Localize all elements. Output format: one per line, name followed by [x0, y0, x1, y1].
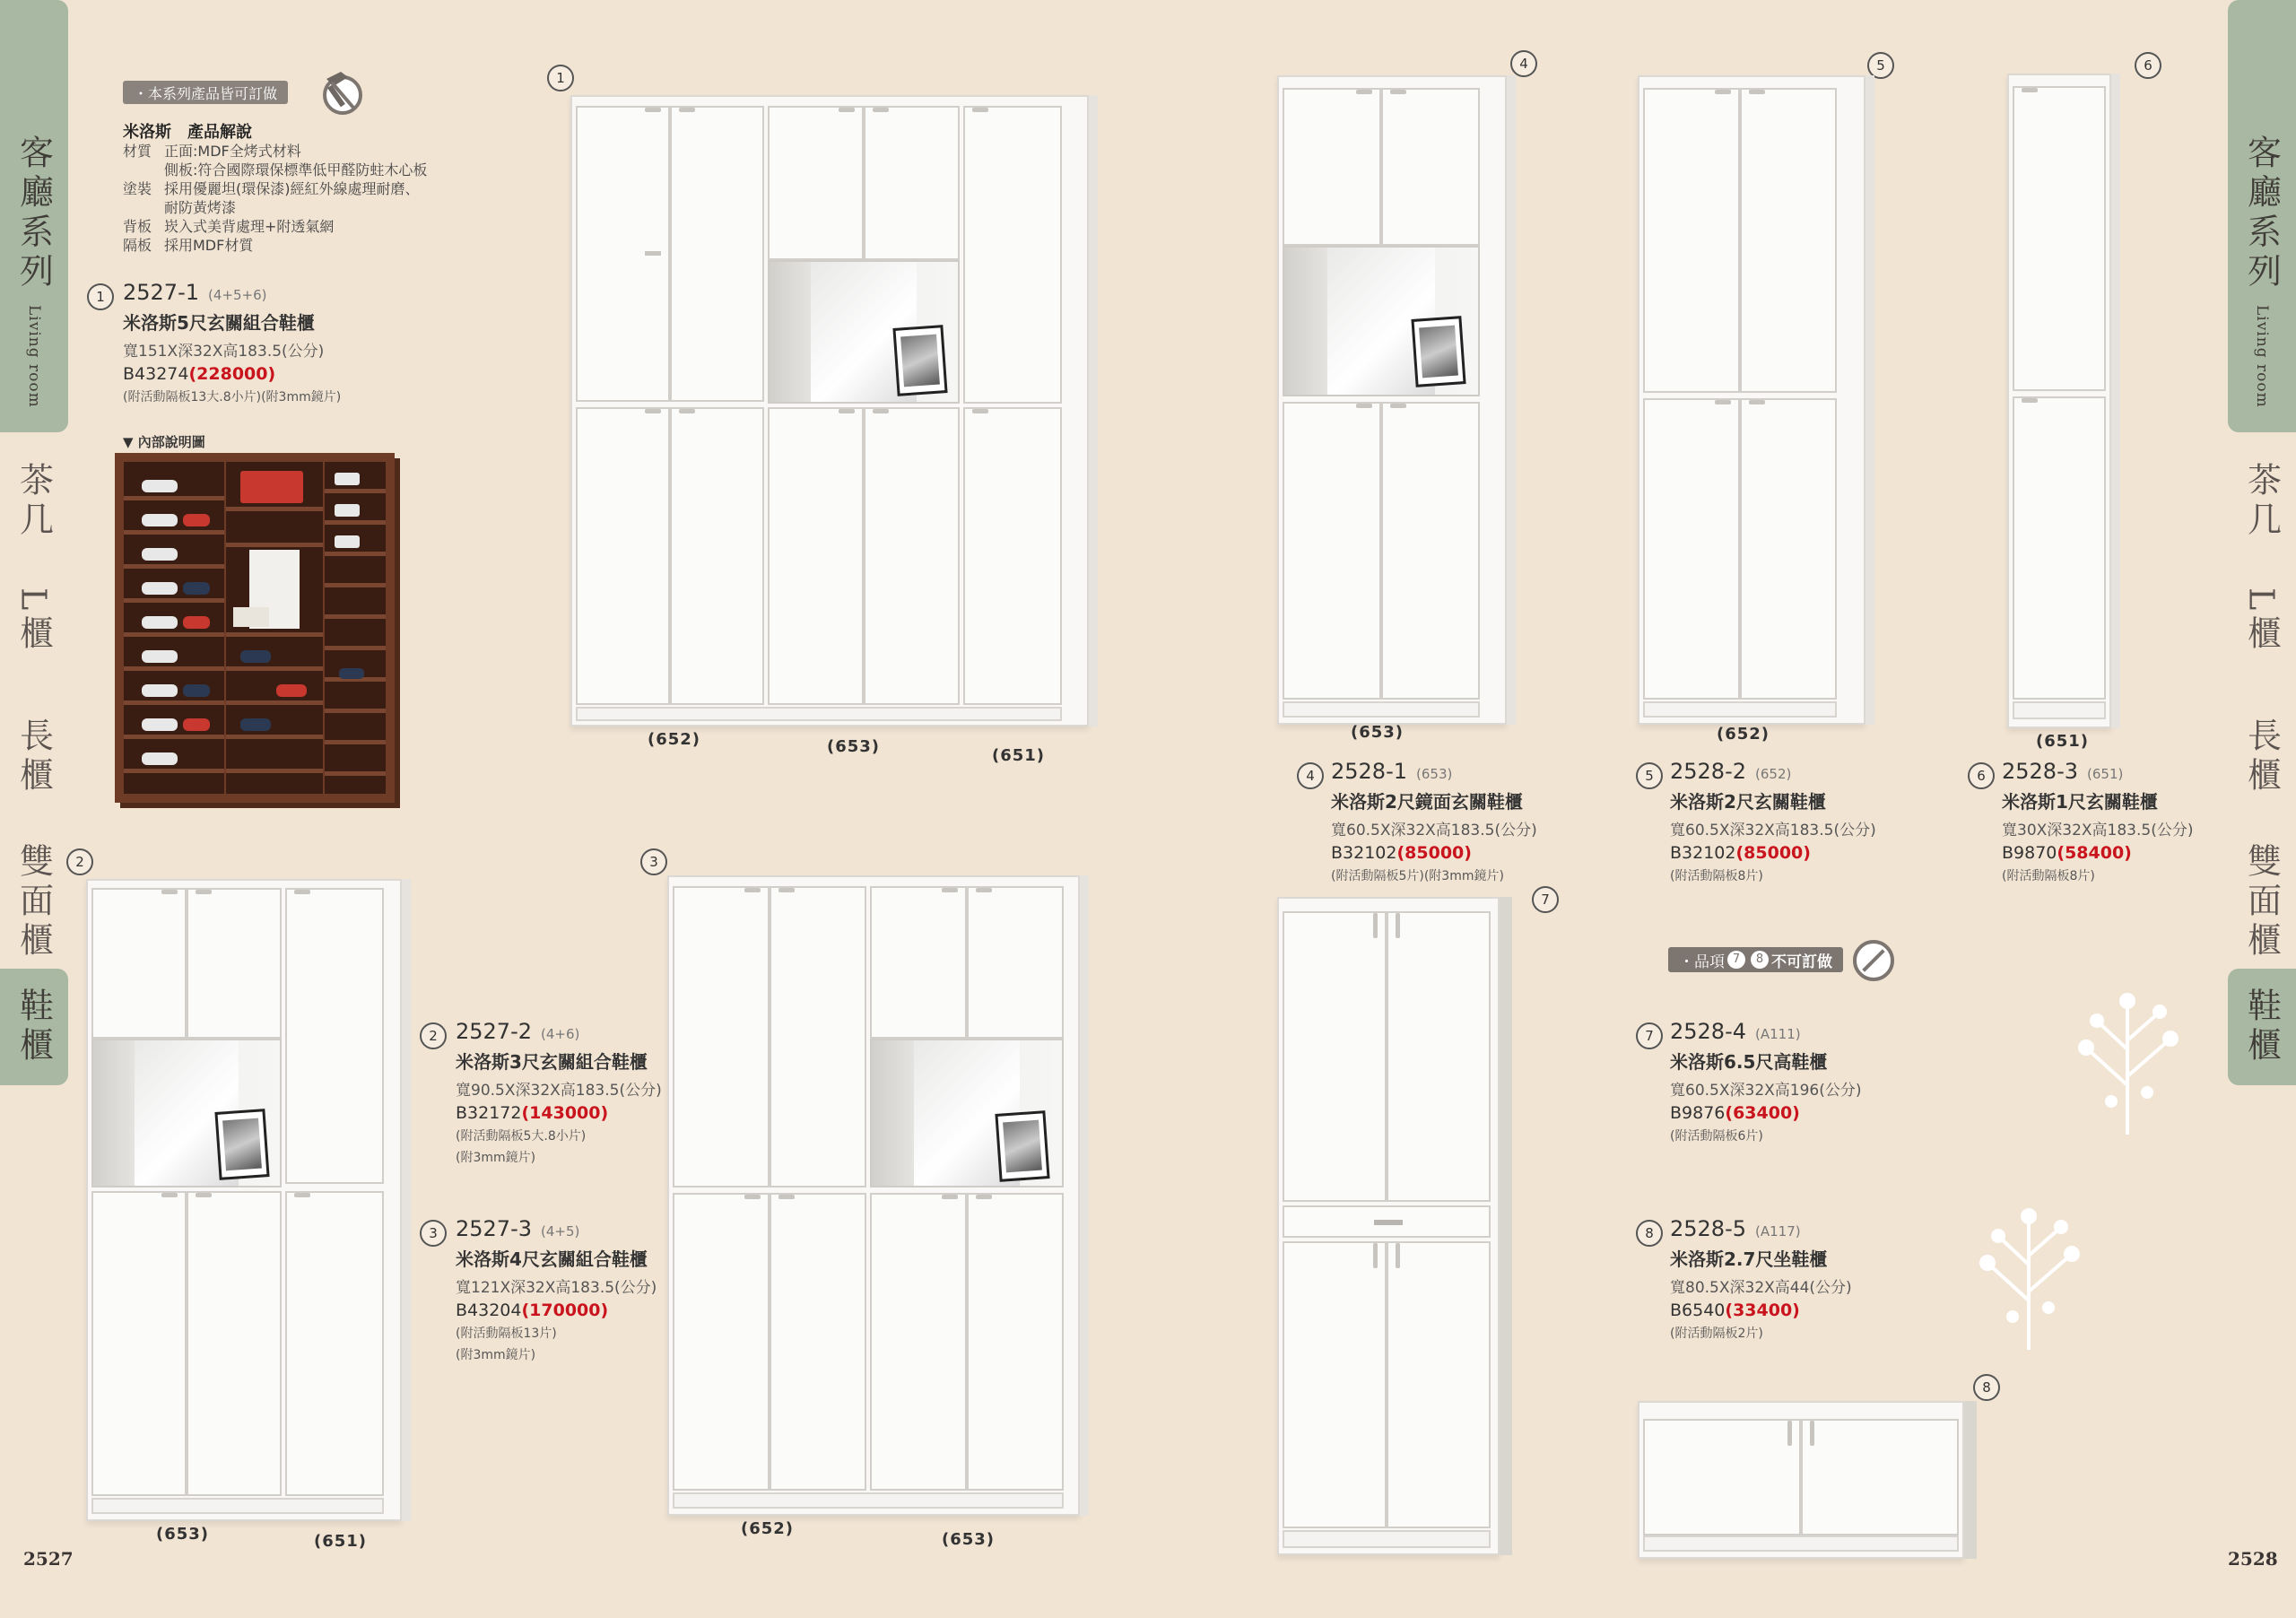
product-config: (653) [1416, 766, 1453, 782]
unit-code-652: (652) [741, 1519, 795, 1538]
product-price: (63400) [1725, 1103, 1800, 1123]
product-sku: B6540 [1670, 1300, 1726, 1320]
product-config: (A117) [1755, 1223, 1801, 1240]
cabinet-door [1283, 88, 1381, 246]
cabinet-door [187, 1191, 282, 1496]
product-note: (附3mm鏡片) [456, 1151, 536, 1165]
left-tab-l-cabinet[interactable] [0, 587, 68, 655]
cabinet-plinth [91, 1498, 384, 1514]
cabinet-door [870, 1193, 967, 1491]
product-name: 米洛斯1尺玄關鞋櫃 [2002, 791, 2158, 813]
product-config: (4+5) [541, 1223, 580, 1240]
not-custom-tag-item-8: 8 [1751, 951, 1769, 969]
product-config: (A111) [1755, 1026, 1801, 1042]
left-tab-coffee-table-label: 茶几 [13, 462, 54, 541]
cabinet-door [864, 407, 960, 705]
right-tab-long-cabinet-label: 長櫃 [2241, 718, 2282, 796]
product-2528-4-info [1670, 1019, 1862, 1144]
plant-decoration-icon [2072, 987, 2188, 1139]
left-tab-living-room-sub: Living room [25, 305, 43, 408]
cabinet-plinth [673, 1492, 1064, 1509]
cabinet-2528-1 [1277, 75, 1507, 725]
right-tab-l-cabinet[interactable] [2228, 587, 2296, 655]
cabinet-door [1283, 402, 1381, 700]
triangle-down-icon: ▼ [123, 434, 138, 450]
custom-order-tag [123, 81, 288, 104]
right-tab-long-cabinet[interactable] [2228, 718, 2296, 796]
cabinet-door [870, 886, 967, 1039]
cabinet-door [285, 888, 384, 1184]
cabinet-2528-2 [1638, 75, 1866, 725]
left-tab-double-sided-label: 雙面櫃 [13, 843, 54, 961]
unit-code-653: (653) [156, 1525, 210, 1544]
item-number-badge-1: 1 [87, 283, 114, 310]
product-price: (58400) [2057, 843, 2132, 863]
cabinet-door [673, 886, 770, 1187]
product-note: (附活動隔板2片) [1670, 1327, 1763, 1341]
left-tab-shoe-cabinet[interactable] [0, 969, 68, 1085]
drawer-handle [1374, 1220, 1403, 1225]
cabinet-2527-3 [667, 875, 1080, 1516]
cabinet-door [2013, 86, 2106, 391]
interior-diagram-label-text: 內部說明圖 [137, 434, 205, 450]
product-dimensions: 寬121X深32X高183.5(公分) [456, 1279, 657, 1297]
photo-frame-icon [995, 1110, 1049, 1182]
intro-spec-value: 採用優麗坦(環保漆)經紅外線處理耐磨、 [164, 180, 420, 197]
item-number-badge-8-image: 8 [1973, 1374, 2000, 1401]
cabinet-door [967, 886, 1064, 1039]
cabinet-door [1381, 402, 1480, 700]
cabinet-door [963, 106, 1062, 404]
product-price: (170000) [521, 1300, 609, 1320]
product-number: 2527-3 [456, 1216, 533, 1241]
product-config: (4+6) [541, 1026, 580, 1042]
product-number: 2527-2 [456, 1019, 533, 1044]
product-number: 2528-4 [1670, 1019, 1747, 1044]
product-sku: B9870 [2002, 843, 2057, 863]
cabinet-2527-1 [570, 95, 1089, 726]
cabinet-door [576, 407, 670, 705]
cabinet-door [768, 407, 864, 705]
product-note: (附活動隔板13大.8小片)(附3mm鏡片) [123, 390, 342, 404]
right-tab-shoe-cabinet-label: 鞋櫃 [2241, 987, 2282, 1066]
interior-diagram-label [123, 432, 205, 451]
item-number-badge-8: 8 [1636, 1220, 1663, 1247]
product-price: (85000) [1396, 843, 1472, 863]
product-note: (附活動隔板5大.8小片) [456, 1129, 587, 1144]
product-2528-1-info [1331, 759, 1537, 884]
intro-spec-value: 側板:符合國際環保標準低甲醛防蛀木心板 [164, 161, 428, 178]
right-tab-double-sided-label: 雙面櫃 [2241, 843, 2282, 961]
product-price: (85000) [1735, 843, 1811, 863]
cabinet-door [963, 407, 1062, 705]
item-number-badge-6: 6 [1968, 762, 1995, 789]
cabinet-door [1387, 1241, 1491, 1528]
intro-spec-list [123, 142, 427, 255]
item-number-badge-7-image: 7 [1532, 886, 1559, 913]
product-number: 2528-3 [2002, 759, 2079, 784]
product-note: (附活動隔板6片) [1670, 1129, 1763, 1144]
item-number-badge-3-image: 3 [640, 848, 667, 875]
product-name: 米洛斯2.7尺坐鞋櫃 [1670, 1248, 1828, 1270]
cabinet-door [2013, 396, 2106, 700]
unit-code-651: (651) [2036, 732, 2090, 751]
tools-icon [307, 63, 366, 117]
intro-spec-row [123, 217, 427, 236]
intro-spec-value: 正面:MDF全烤式材料 [164, 143, 301, 160]
intro-spec-row [123, 198, 427, 217]
left-tab-double-sided[interactable] [0, 843, 68, 961]
product-dimensions: 寬80.5X深32X高44(公分) [1670, 1279, 1852, 1297]
product-name: 米洛斯3尺玄關組合鞋櫃 [456, 1051, 648, 1073]
right-tab-coffee-table-label: 茶几 [2241, 462, 2282, 541]
product-price: (228000) [188, 364, 276, 384]
cabinet-door [770, 886, 866, 1187]
page-number-left: 2527 [23, 1548, 74, 1570]
cabinet-door [1740, 398, 1837, 700]
product-dimensions: 寬151X深32X高183.5(公分) [123, 343, 325, 361]
product-dimensions: 寬30X深32X高183.5(公分) [2002, 822, 2194, 839]
item-number-badge-1-image: 1 [547, 65, 574, 91]
product-sku: B43204 [456, 1300, 522, 1320]
product-price: (33400) [1725, 1300, 1800, 1320]
intro-spec-row [123, 161, 427, 179]
cabinet-plinth [576, 707, 1062, 721]
product-config: (4+5+6) [208, 287, 267, 303]
cabinet-2528-3 [2007, 74, 2111, 728]
right-tab-living-room[interactable] [2228, 0, 2296, 432]
interior-shelves-illustration [115, 453, 395, 803]
cabinet-door [770, 1193, 866, 1491]
cabinet-plinth [1283, 701, 1480, 718]
cabinet-door [768, 106, 864, 260]
page-number-right: 2528 [2228, 1548, 2278, 1570]
product-dimensions: 寬60.5X深32X高183.5(公分) [1331, 822, 1537, 839]
photo-frame-icon [892, 325, 947, 396]
cabinet-door [1643, 1419, 1801, 1535]
cabinet-door [1643, 398, 1740, 700]
not-custom-tag-item-7: 7 [1727, 951, 1745, 969]
cabinet-plinth [1643, 1535, 1959, 1552]
cabinet-door [1643, 88, 1740, 393]
cabinet-2528-5 [1638, 1401, 1964, 1559]
cabinet-door [670, 106, 764, 402]
intro-spec-value: 崁入式美背處理+附透氣網 [164, 218, 335, 235]
unit-code-652: (652) [1717, 725, 1770, 744]
item-number-badge-5: 5 [1636, 762, 1663, 789]
product-dimensions: 寬90.5X深32X高183.5(公分) [456, 1082, 662, 1100]
right-tab-l-cabinet-label: L櫃 [2241, 587, 2282, 656]
cabinet-door [967, 1193, 1064, 1491]
interior-photo [115, 453, 395, 803]
right-tab-double-sided[interactable] [2228, 843, 2296, 961]
photo-frame-icon [214, 1109, 269, 1180]
product-2528-5-info [1670, 1216, 1852, 1342]
cabinet-door [1283, 1241, 1387, 1528]
product-note: (附活動隔板8片) [2002, 869, 2095, 883]
not-custom-tag-prefix: ・品項 [1679, 953, 1725, 971]
product-name: 米洛斯2尺玄關鞋櫃 [1670, 791, 1826, 813]
product-sku: B32172 [456, 1103, 522, 1123]
left-tab-l-cabinet-label: L櫃 [13, 587, 54, 656]
product-note: (附活動隔板5片)(附3mm鏡片) [1331, 869, 1504, 883]
product-number: 2528-1 [1331, 759, 1408, 784]
left-tab-living-room-label: 客廳系列 [13, 135, 54, 292]
product-number: 2527-1 [123, 280, 200, 305]
product-dimensions: 寬60.5X深32X高183.5(公分) [1670, 822, 1876, 839]
cabinet-door [1740, 88, 1837, 393]
product-sku: B43274 [123, 364, 189, 384]
left-tab-living-room[interactable] [0, 0, 68, 432]
product-2528-3-info [2002, 759, 2194, 884]
unit-code-652: (652) [648, 730, 701, 749]
product-name: 米洛斯5尺玄關組合鞋櫃 [123, 312, 315, 334]
intro-title: 米洛斯 產品解說 [123, 123, 252, 142]
product-name: 米洛斯2尺鏡面玄關鞋櫃 [1331, 791, 1523, 813]
unit-code-653: (653) [1351, 723, 1405, 742]
item-number-badge-2-image: 2 [66, 848, 93, 875]
cabinet-door [1381, 88, 1480, 246]
right-tab-shoe-cabinet[interactable] [2228, 969, 2296, 1085]
right-tab-living-room-sub: Living room [2253, 305, 2271, 408]
product-sku: B32102 [1670, 843, 1736, 863]
cabinet-door [187, 888, 282, 1039]
item-number-badge-4-image: 4 [1510, 50, 1537, 77]
intro-spec-row [123, 142, 427, 161]
plant-decoration-icon [1973, 1202, 2090, 1354]
unit-code-651: (651) [314, 1532, 368, 1551]
intro-spec-key: 背板 [123, 218, 152, 235]
cabinet-door [285, 1191, 384, 1496]
intro-spec-value: 耐防黃烤漆 [164, 199, 237, 216]
cabinet-plinth [2013, 701, 2106, 719]
cabinet-door [1801, 1419, 1959, 1535]
product-sku: B9876 [1670, 1103, 1726, 1123]
item-number-badge-7: 7 [1636, 1022, 1663, 1049]
cabinet-door [1387, 911, 1491, 1202]
product-2528-2-info [1670, 759, 1876, 884]
item-number-badge-2: 2 [420, 1022, 447, 1049]
photo-frame-icon [1411, 316, 1465, 387]
intro-spec-row [123, 179, 427, 198]
right-tab-living-room-label: 客廳系列 [2241, 135, 2282, 292]
left-tab-shoe-cabinet-label: 鞋櫃 [13, 987, 54, 1066]
product-dimensions: 寬60.5X深32X高196(公分) [1670, 1082, 1862, 1100]
cabinet-2528-4 [1277, 897, 1500, 1555]
unit-code-651: (651) [992, 746, 1046, 765]
cabinet-door [91, 1191, 187, 1496]
intro-spec-row [123, 236, 427, 255]
product-price: (143000) [521, 1103, 609, 1123]
product-2527-2-info [456, 1019, 662, 1166]
prohibited-icon [1853, 940, 1894, 981]
intro-spec-key: 材質 [123, 143, 152, 160]
product-number: 2528-5 [1670, 1216, 1747, 1241]
intro-spec-key: 塗裝 [123, 180, 152, 197]
product-name: 米洛斯4尺玄關組合鞋櫃 [456, 1248, 648, 1270]
cabinet-door [91, 888, 187, 1039]
cabinet-door [670, 407, 764, 705]
cabinet-2527-2 [86, 879, 402, 1521]
left-tab-long-cabinet-label: 長櫃 [13, 718, 54, 796]
cabinet-door [673, 1193, 770, 1491]
product-2527-3-info [456, 1216, 657, 1363]
left-tab-long-cabinet[interactable] [0, 718, 68, 796]
cabinet-plinth [1643, 701, 1837, 718]
unit-code-653: (653) [827, 737, 881, 756]
product-note: (附3mm鏡片) [456, 1348, 536, 1362]
product-2527-1-info [123, 280, 341, 405]
custom-order-tag-text: ・本系列產品皆可訂做 [134, 84, 278, 102]
cabinet-plinth [1283, 1530, 1491, 1548]
product-sku: B32102 [1331, 843, 1397, 863]
item-number-badge-5-image: 5 [1867, 52, 1894, 79]
product-number: 2528-2 [1670, 759, 1747, 784]
item-number-badge-4: 4 [1297, 762, 1324, 789]
cabinet-door [576, 106, 670, 402]
intro-spec-value: 採用MDF材質 [164, 237, 254, 254]
cabinet-door [1283, 911, 1387, 1202]
product-note: (附活動隔板13片) [456, 1327, 557, 1341]
product-config: (651) [2087, 766, 2124, 782]
item-number-badge-3: 3 [420, 1220, 447, 1247]
cabinet-door [864, 106, 960, 260]
product-name: 米洛斯6.5尺高鞋櫃 [1670, 1051, 1828, 1073]
not-custom-tag [1668, 947, 1843, 972]
product-config: (652) [1755, 766, 1792, 782]
cabinet-drawer [1283, 1205, 1491, 1238]
right-tab-coffee-table[interactable] [2228, 462, 2296, 541]
unit-code-653: (653) [942, 1530, 996, 1549]
item-number-badge-6-image: 6 [2135, 52, 2161, 79]
not-custom-tag-suffix: 不可訂做 [1771, 953, 1832, 971]
intro-spec-key: 隔板 [123, 237, 152, 254]
left-tab-coffee-table[interactable] [0, 462, 68, 541]
product-note: (附活動隔板8片) [1670, 869, 1763, 883]
